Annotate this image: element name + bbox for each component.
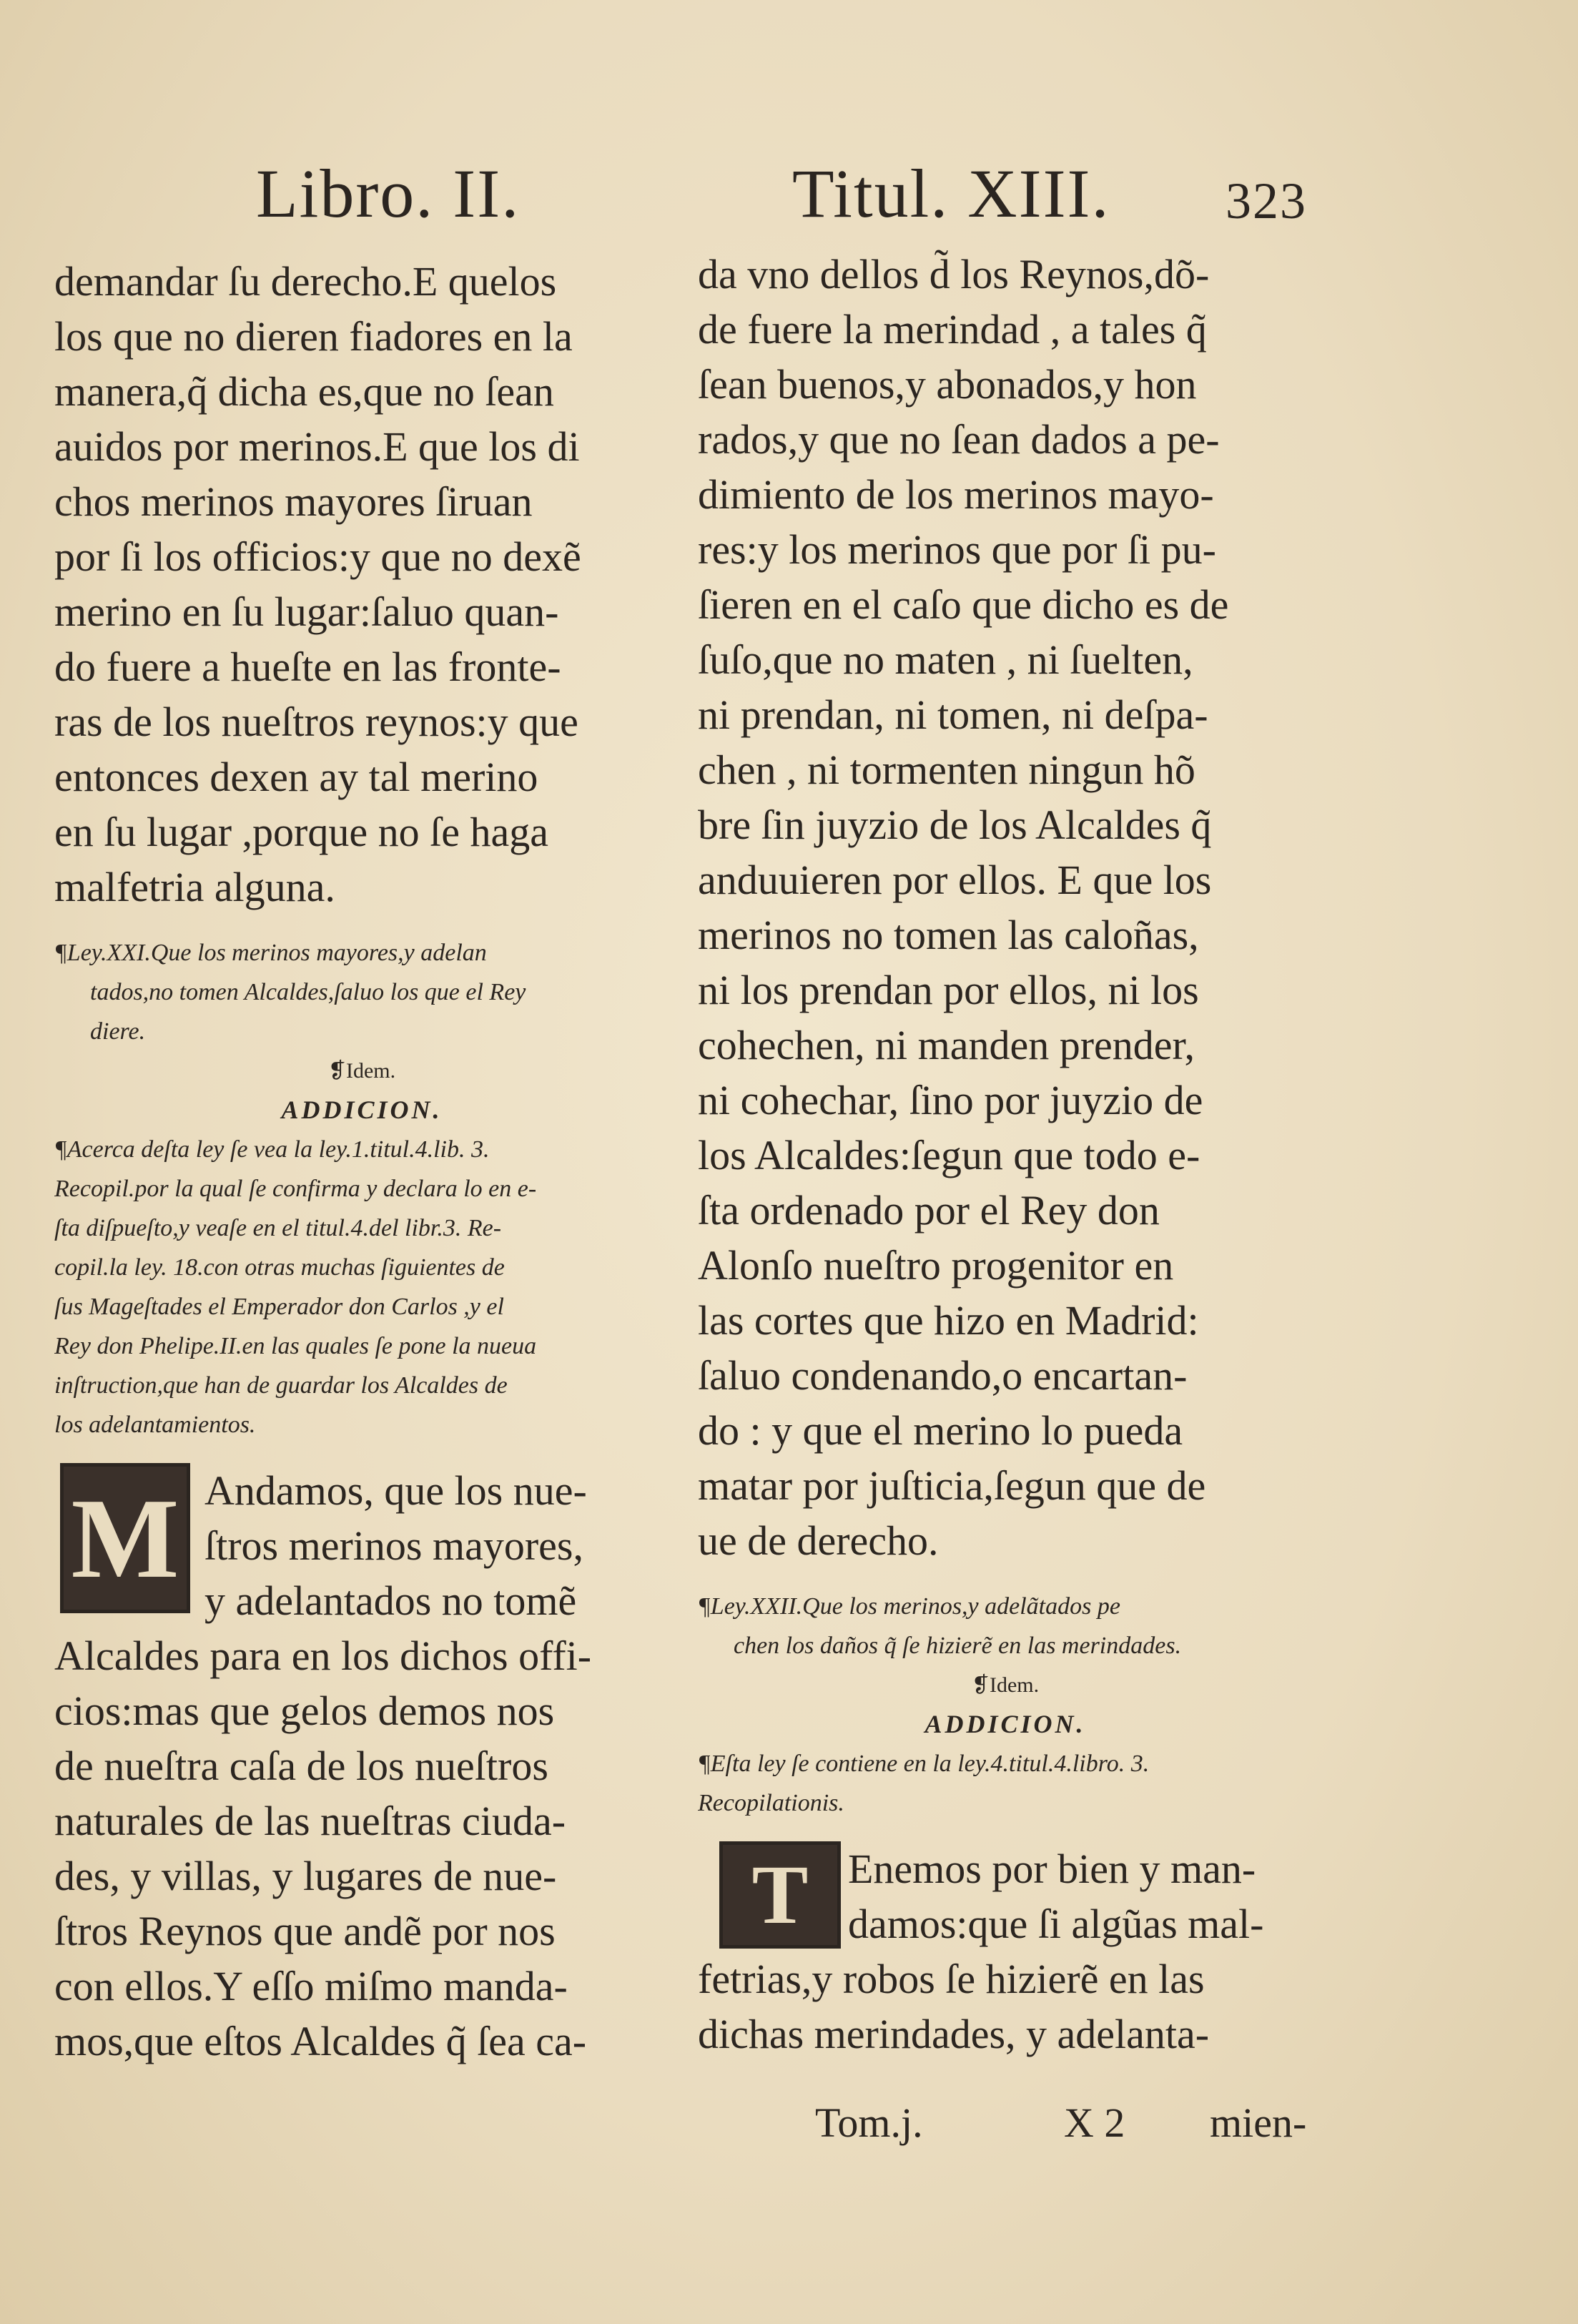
text-line: las cortes que hizo en Madrid: xyxy=(698,1297,1199,1344)
text-line: bre ſin juyzio de los Alcaldes q̃ xyxy=(698,802,1212,848)
text-line: cios:mas que gelos demos nos xyxy=(54,1688,555,1734)
drop-cap-m: M xyxy=(60,1463,190,1613)
text-line: ſean buenos,y abonados,y hon xyxy=(698,361,1197,408)
addicion-heading: ADDICION. xyxy=(924,1710,1086,1738)
text-line: ſieren en el caſo que dicho es de xyxy=(698,581,1229,628)
summary-line: ¶Ley.XXI.Que los merinos mayores,y adelan xyxy=(54,940,487,966)
left-body-bottom xyxy=(54,1628,669,2069)
text-line: ue de derecho. xyxy=(698,1517,939,1564)
right-body-bottom xyxy=(698,1951,1313,2062)
text-line: ſuſo,que no maten , ni ſuelten, xyxy=(698,636,1193,683)
text-line: dichas merindades, y adelanta- xyxy=(698,2011,1210,2057)
note-line: Recopil.por la qual ſe confirma y declara lo en e- xyxy=(54,1176,537,1202)
text-line: Alcaldes para en los dichos offi- xyxy=(54,1633,592,1679)
idem-mark: ❡Idem. xyxy=(327,1059,396,1083)
text-line: da vno dellos d̃ los Reynos,dõ- xyxy=(698,251,1210,297)
text-line: damos:que ſi algũas mal- xyxy=(848,1901,1264,1947)
text-line: ſaluo condenando,o encartan- xyxy=(698,1352,1188,1399)
note-line: ſta diſpueſto,y veaſe en el titul.4.del libr.3. Re- xyxy=(54,1215,502,1241)
text-line: Enemos por bien y man- xyxy=(848,1846,1256,1892)
running-head-book: Libro. II. xyxy=(256,155,521,232)
text-line: ras de los nueſtros reynos:y que xyxy=(54,699,578,745)
addicion-note xyxy=(698,1744,1313,1823)
summary-line: chen los daños q̃ ſe hizierẽ en las merindades. xyxy=(734,1633,1182,1659)
idem-mark: ❡Idem. xyxy=(971,1673,1040,1697)
page-number: 323 xyxy=(1226,172,1307,230)
text-line: merino en ſu lugar:ſaluo quan- xyxy=(54,589,559,635)
law-21-opening xyxy=(54,1463,669,1628)
note-line: ¶Acerca deſta ley ſe vea la ley.1.titul.4.lib. 3. xyxy=(54,1136,490,1163)
left-column xyxy=(54,254,669,2069)
text-line: do : y que el merino lo pueda xyxy=(698,1407,1183,1454)
running-head-title: Titul. XIII. xyxy=(792,155,1110,232)
text-line: anduuieren por ellos. E que los xyxy=(698,857,1212,903)
text-line: con ellos.Y eſſo miſmo manda- xyxy=(54,1963,568,2009)
note-line: Recopilationis. xyxy=(698,1790,844,1816)
text-line: des, y villas, y lugares de nue- xyxy=(54,1853,557,1899)
text-line: Alonſo nueſtro progenitor en xyxy=(698,1242,1174,1289)
catchword: mien- xyxy=(1210,2099,1307,2146)
text-line: chen , ni tormenten ningun hõ xyxy=(698,747,1195,793)
text-line: auidos por merinos.E que los di xyxy=(54,423,580,470)
text-line: y adelantados no tomẽ xyxy=(204,1577,577,1624)
note-line: ¶Eſta ley ſe contiene en la ley.4.titul.4.libro. 3. xyxy=(698,1751,1150,1777)
drop-cap-t: T xyxy=(719,1841,841,1949)
text-line: fetrias,y robos ſe hizierẽ en las xyxy=(698,1956,1205,2002)
signature-mark: X 2 xyxy=(1064,2099,1125,2146)
text-line: ni cohechar, ſino por juyzio de xyxy=(698,1077,1203,1123)
note-line: copil.la ley. 18.con otras muchas ſiguientes de xyxy=(54,1254,505,1281)
text-line: matar por juſticia,ſegun que de xyxy=(698,1462,1206,1509)
text-line: do fuere a hueſte en las fronte- xyxy=(54,644,561,690)
text-line: Andamos, que los nue- xyxy=(204,1467,587,1514)
summary-line: diere. xyxy=(90,1018,146,1045)
text-line: manera,q̃ dicha es,que no ſean xyxy=(54,368,554,415)
text-line: merinos no tomen las caloñas, xyxy=(698,912,1199,958)
note-line: los adelantamientos. xyxy=(54,1412,256,1438)
right-body-top xyxy=(698,247,1313,1568)
text-line: por ſi los officios:y que no dexẽ xyxy=(54,533,581,580)
text-line: los Alcaldes:ſegun que todo e- xyxy=(698,1132,1200,1178)
text-line: en ſu lugar ,porque no ſe haga xyxy=(54,809,548,855)
left-body-top xyxy=(54,254,669,915)
text-line: malfetria alguna. xyxy=(54,864,335,910)
text-line: cohechen, ni manden prender, xyxy=(698,1022,1195,1068)
text-line: ſta ordenado por el Rey don xyxy=(698,1187,1160,1234)
text-line: ni los prendan por ellos, ni los xyxy=(698,967,1199,1013)
text-line: ſtros Reynos que andẽ por nos xyxy=(54,1908,556,1954)
text-line: de nueſtra caſa de los nueſtros xyxy=(54,1743,548,1789)
text-line: rados,y que no ſean dados a pe- xyxy=(698,416,1220,463)
text-line: entonces dexen ay tal merino xyxy=(54,754,538,800)
text-line: mos,que eſtos Alcaldes q̃ ſea ca- xyxy=(54,2018,587,2064)
text-line: ni prendan, ni tomen, ni deſpa- xyxy=(698,691,1208,738)
summary-line: tados,no tomen Alcaldes,ſaluo los que el Rey xyxy=(90,979,526,1005)
note-line: Rey don Phelipe.II.en las quales ſe pone la nueua xyxy=(54,1333,537,1359)
addicion-heading: ADDICION. xyxy=(281,1095,443,1124)
addicion-note xyxy=(54,1130,669,1444)
volume-mark: Tom.j. xyxy=(815,2099,923,2146)
law-22-opening xyxy=(698,1841,1313,1951)
text-line: dimiento de los merinos mayo- xyxy=(698,471,1214,518)
note-line: ſus Mageſtades el Emperador don Carlos ,y el xyxy=(54,1294,504,1320)
text-line: los que no dieren fiadores en la xyxy=(54,313,573,360)
law-summary xyxy=(698,1587,1313,1665)
text-line: chos merinos mayores ſiruan xyxy=(54,478,533,525)
law-summary xyxy=(54,933,669,1051)
summary-line: ¶Ley.XXII.Que los merinos,y adelãtados pe xyxy=(698,1593,1120,1620)
note-line: inſtruction,que han de guardar los Alcaldes de xyxy=(54,1372,508,1399)
text-line: de fuere la merindad , a tales q̃ xyxy=(698,306,1207,353)
text-line: res:y los merinos que por ſi pu- xyxy=(698,526,1216,573)
right-column xyxy=(698,247,1313,2062)
text-line: ſtros merinos mayores, xyxy=(204,1522,583,1569)
text-line: demandar ſu derecho.E quelos xyxy=(54,258,557,305)
text-line: naturales de las nueſtras ciuda- xyxy=(54,1798,566,1844)
